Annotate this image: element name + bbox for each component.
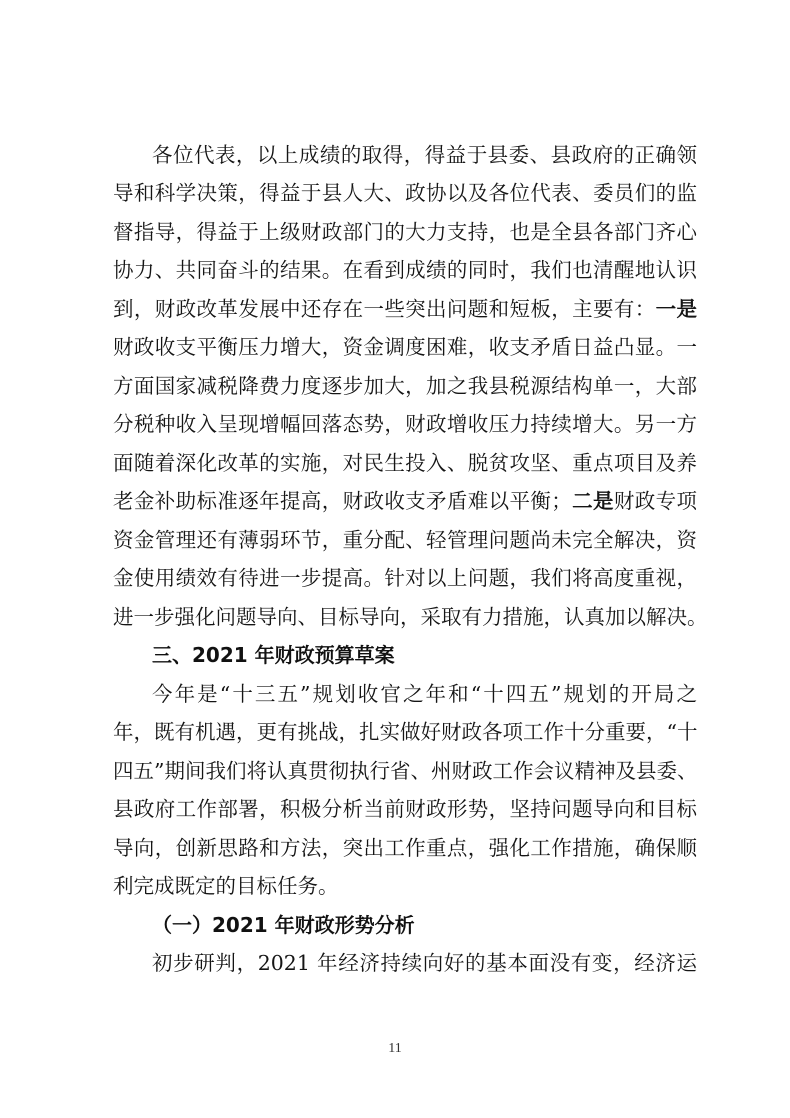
body-text-line: 县政府工作部署，积极分析当前财政形势，坚持问题导向和目标 [113, 797, 697, 821]
body-text-segment: 到，财政改革发展中还存在一些突出问题和短板，主要有： [113, 297, 656, 321]
body-text-line-with-bold [113, 483, 697, 519]
bold-keyword: 二是 [571, 489, 614, 513]
body-text-line: 督指导，得益于上级财政部门的大力支持，也是全县各部门齐心 [113, 220, 697, 244]
body-text-line: 今年是“十三五”规划收官之年和“十四五”规划的开局之 [152, 682, 697, 706]
body-text-line: 金使用绩效有待进一步提高。针对以上问题，我们将高度重视， [113, 566, 697, 590]
body-text-line: 导向，创新思路和方法，突出工作重点，强化工作措施，确保顺 [113, 836, 697, 860]
body-text-line-with-bold [113, 291, 697, 327]
body-text-line: 利完成既定的目标任务。 [113, 874, 339, 898]
body-text-line: 年，既有机遇，更有挑战，扎实做好财政各项工作十分重要，“十 [113, 720, 698, 744]
section-heading: 三、2021 年财政预算草案 [152, 643, 395, 667]
body-text-line: 资金管理还有薄弱环节，重分配、轻管理问题尚未完全解决，资 [113, 528, 697, 552]
bold-keyword: 一是 [655, 297, 698, 321]
body-text-line: 导和科学决策，得益于县人大、政协以及各位代表、委员们的监 [113, 181, 697, 205]
page-number: 11 [388, 1041, 402, 1056]
body-text-line: 各位代表，以上成绩的取得，得益于县委、县政府的正确领 [152, 143, 697, 167]
body-text-line: 协力、共同奋斗的结果。在看到成绩的同时，我们也清醒地认识 [113, 258, 697, 282]
body-text-segment: 财政专项 [613, 489, 698, 513]
body-text-line: 初步研判，2021 年经济持续向好的基本面没有变，经济运 [152, 951, 697, 975]
body-text-line: 分税种收入呈现增幅回落态势，财政增收压力持续增大。另一方 [113, 412, 697, 436]
body-text-line: 财政收支平衡压力增大，资金调度困难，收支矛盾日益凸显。一 [113, 335, 697, 359]
body-text-line: 面随着深化改革的实施，对民生投入、脱贫攻坚、重点项目及养 [113, 451, 697, 475]
body-text-line: 进一步强化问题导向、目标导向，采取有力措施，认真加以解决。 [113, 605, 708, 629]
body-text-line: 四五”期间我们将认真贯彻执行省、州财政工作会议精神及县委、 [113, 759, 698, 783]
body-text-segment: 老金补助标准逐年提高，财政收支矛盾难以平衡； [113, 489, 572, 513]
subsection-heading: （一）2021 年财政形势分析 [152, 913, 415, 937]
body-text-line: 方面国家减税降费力度逐步加大，加之我县税源结构单一，大部 [113, 374, 697, 398]
